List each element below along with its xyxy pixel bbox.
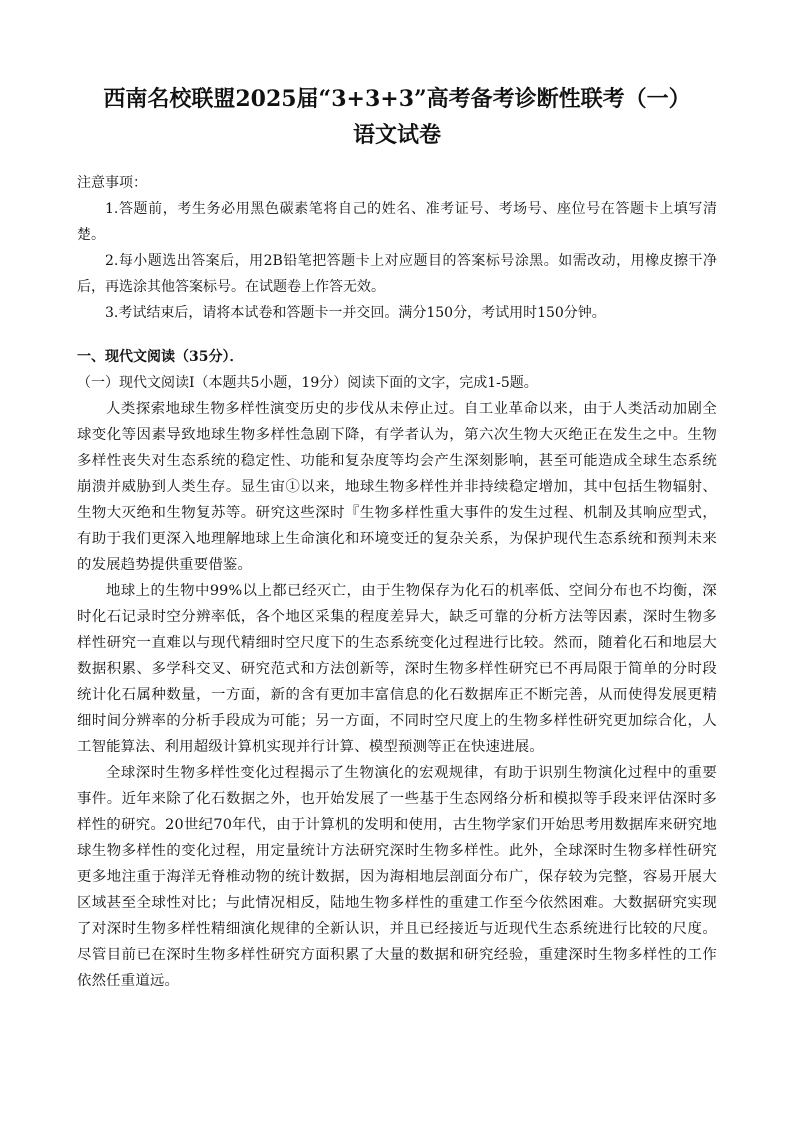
page-title: 西南名校联盟2025届“3+3+3”高考备考诊断性联考（一） [103, 86, 691, 112]
section-modern-reading [77, 344, 717, 994]
note-item: 3.考试结束后，请将本试卷和答题卡一并交回。满分150分，考试用时150分钟。 [105, 305, 606, 321]
section-heading: 一、现代文阅读（35分）． [77, 349, 244, 365]
reading-paragraph: 人类探索地球生物多样性演变历史的步伐从未停止过。自工业革命以来，由于人类活动加剧全球变化等因素导致地球生物多样性急剧下降，有学者认为，第六次生物大灭绝正在发生之中。生物多样性丧失对生态系统的稳定性、功能和复杂度等均会产生深刻影响，甚至可能造成全球生态系统崩溃并威胁到人类生存。显生宙①以来，地球生物多样性并非持续稳定增加，其中包括生物辐射、生物大灭绝和生物复苏等。研究这些深时『生物多样性重大事件的发生过程、机制及其响应型式，有助于我们更深入地理解地球上生命演化和环境变迁的复杂关系，为保护现代生态系统和预判未来的发展趋势提供重要借鉴。 [77, 401, 717, 573]
notes-block [77, 170, 717, 326]
reading-paragraph: 全球深时生物多样性变化过程揭示了生物演化的宏观规律，有助于识别生物演化过程中的重要事件。近年来除了化石数据之外，也开始发展了一些基于生态网络分析和模拟等手段来评估深时多样性的研究。20世纪70年代，由于计算机的发明和使用，古生物学家们开始思考用数据库来研究地球生物多样性的变化过程，用定量统计方法研究深时生物多样性。此外，全球深时生物多样性研究更多地注重于海洋无脊椎动物的统计数据，因为海相地层剖面分布广，保存较为完整，容易开展大区域甚至全球性对比；与此情况相反，陆地生物多样性的重建工作至今依然困难。大数据研究实现了对深时生物多样性精细演化规律的全新认识，并且已经接近与近现代生态系统进行比较的尺度。尽管目前已在深时生物多样性研究方面积累了大量的数据和研究经验，重建深时生物多样性的工作依然任重道远。 [77, 765, 717, 989]
note-item: 1.答题前，考生务必用黑色碳素笔将自己的姓名、准考证号、考场号、座位号在答题卡上填写清楚。 [77, 201, 717, 243]
subsection-heading: （一）现代文阅读Ⅰ（本题共5小题，19分）阅读下面的文字，完成1-5题。 [77, 375, 538, 391]
note-item: 2.每小题选出答案后，用2B铅笔把答题卡上对应题目的答案标号涂黑。如需改动，用橡皮擦干净后，再选涂其他答案标号。在试题卷上作答无效。 [77, 253, 717, 295]
page-subtitle: 语文试卷 [352, 122, 441, 148]
reading-paragraph: 地球上的生物中99%以上都已经灭亡，由于生物保存为化石的机率低、空间分布也不均衡，深时化石记录时空分辨率低，各个地区采集的程度差异大，缺乏可靠的分析方法等因素，深时生物多样性研究一直难以与现代精细时空尺度下的生态系统变化过程进行比较。然而，随着化石和地层大数据积累、多学科交叉、研究范式和方法创新等，深时生物多样性研究已不再局限于简单的分时段统计化石属种数量，一方面，新的含有更加丰富信息的化石数据库正不断完善，从而使得发展更精细时间分辨率的分析手段成为可能；另一方面，不同时空尺度上的生物多样性研究更加综合化，人工智能算法、利用超级计算机实现并行计算、模型预测等正在快速进展。 [77, 583, 717, 755]
notes-heading: 注意事项： [77, 175, 147, 191]
